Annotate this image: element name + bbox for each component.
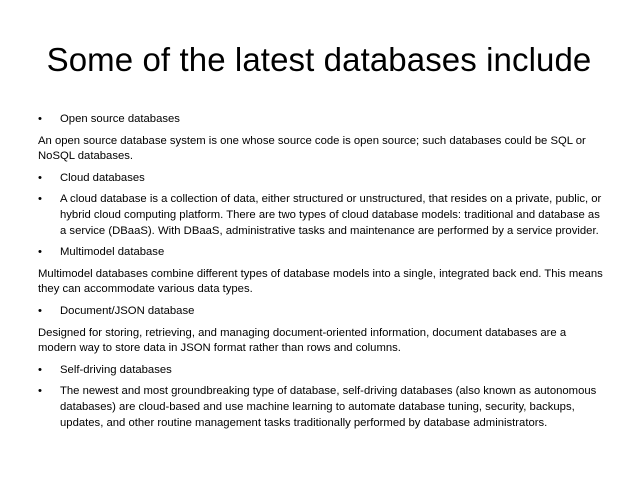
bullet-item [38,363,606,379]
bullet-text: Multimodel database [60,246,165,259]
bullet-item [38,304,606,320]
slide-title: Some of the latest databases include [46,41,592,78]
bullet-dot: • [38,363,42,376]
bullet-dot: • [38,193,42,206]
bullet-text: The newest and most groundbreaking type of database, self-driving databases (also known as autonomous databases) are cloud-based and use machine learning to automate database tuning, security, backups, updates, and other routine management tasks traditionally performed by database administrators. [60,385,597,429]
body-paragraph: Multimodel databases combine different types of database models into a single, integrated back end. This means they can accommodate various data types. [38,267,603,296]
bullet-dot: • [38,385,42,398]
bullet-item [38,112,606,128]
bullet-text: Self-driving databases [60,363,172,376]
bullet-text: Cloud databases [60,171,145,184]
bullet-text: A cloud database is a collection of data, either structured or unstructured, that resides on a private, public, or hybrid cloud computing platform. There are two types of cloud database models: traditional and database as a service (DBaaS). With DBaaS, administrative tasks and maintenance are performed by a service provider. [60,193,602,237]
body-paragraph: An open source database system is one whose source code is open source; such databases could be SQL or NoSQL databases. [38,134,586,163]
slide-body [38,112,606,437]
bullet-dot: • [38,171,42,184]
bullet-dot: • [38,304,42,317]
bullet-item [38,171,606,187]
body-paragraph: Designed for storing, retrieving, and managing document-oriented information, document databases are a modern way to store data in JSON format rather than rows and columns. [38,326,567,355]
bullet-item [38,192,606,239]
bullet-dot: • [38,113,42,125]
bullet-item [38,245,606,261]
bullet-text: Document/JSON database [60,304,195,317]
bullet-dot: • [38,246,42,259]
bullet-item [38,384,606,431]
bullet-text: Open source databases [60,113,180,125]
